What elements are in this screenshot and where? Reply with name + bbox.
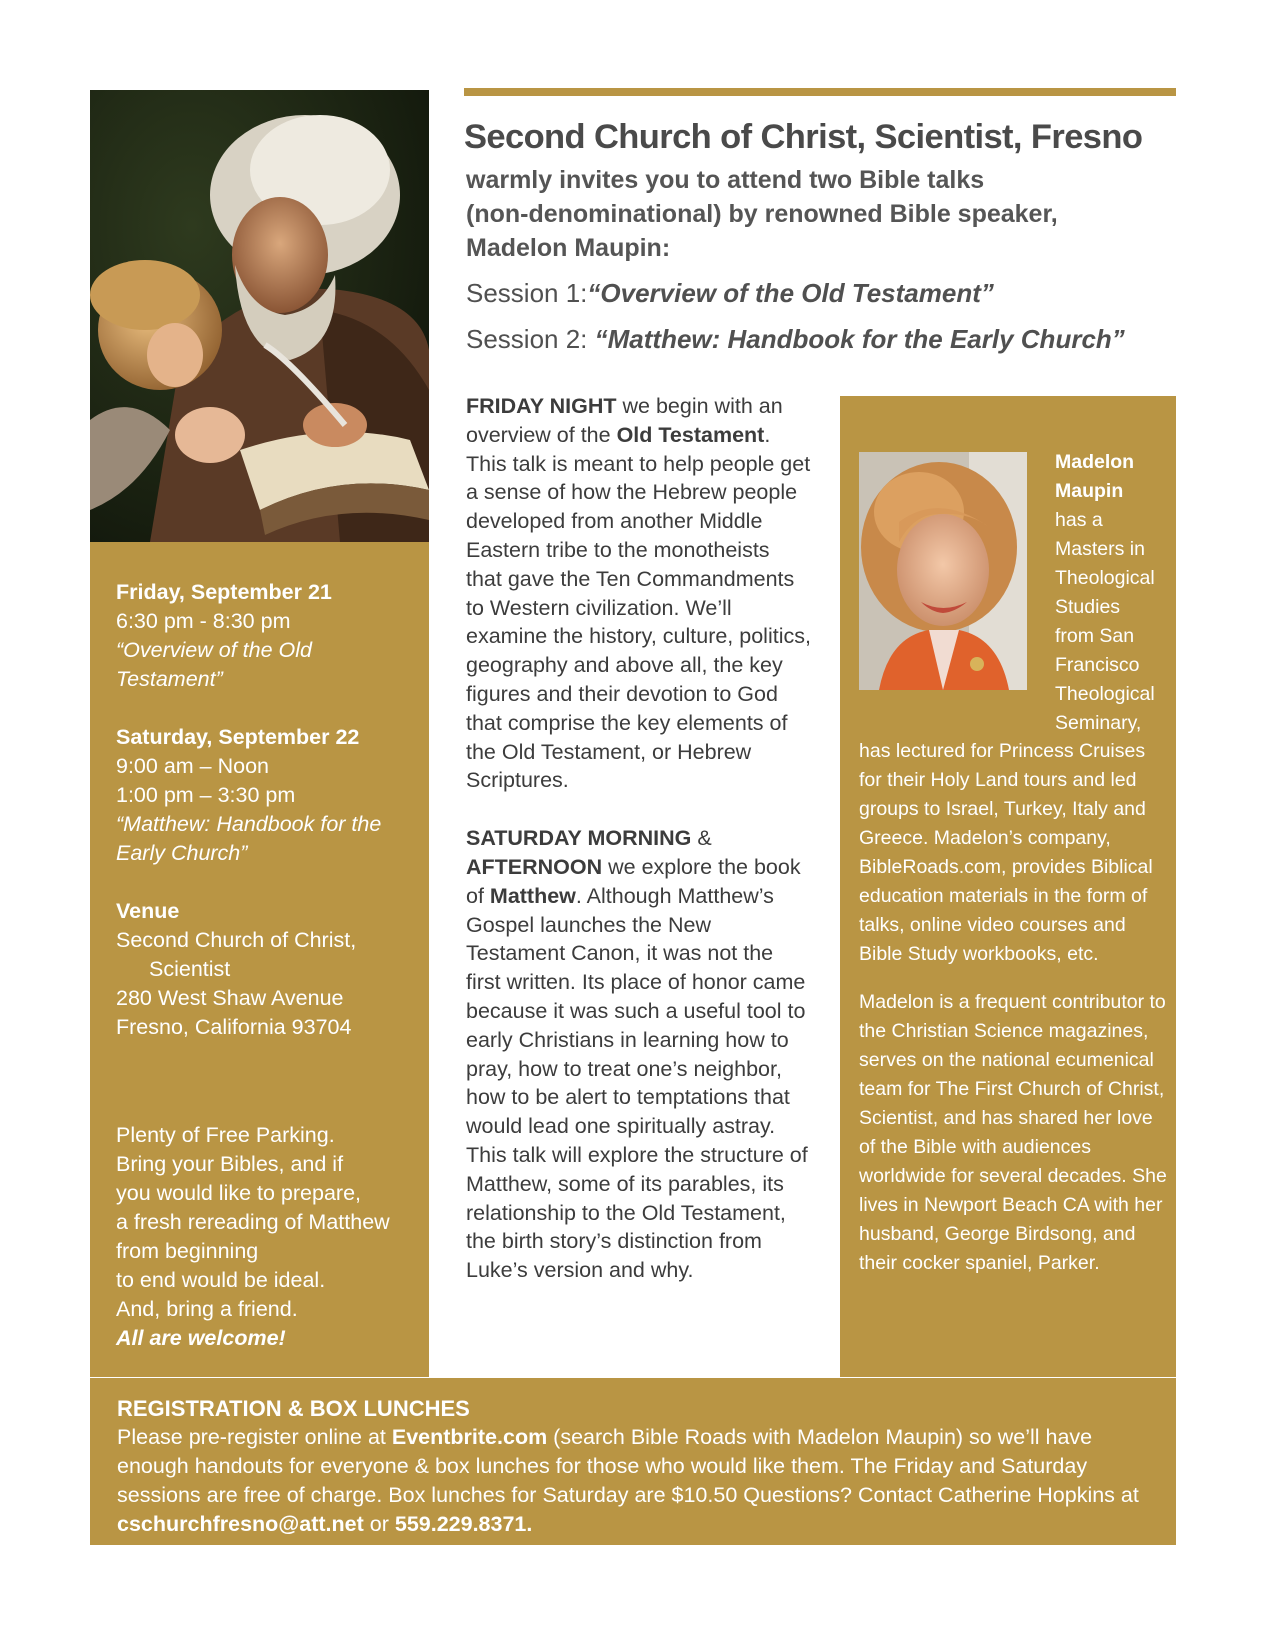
- saturday-time-afternoon: 1:00 pm – 3:30 pm: [116, 783, 296, 807]
- note-line: from beginning: [116, 1239, 259, 1263]
- friday-date: Friday, September 21: [116, 580, 332, 604]
- saturday-talk-title-cont: Early Church”: [116, 841, 248, 865]
- invite-line: Madelon Maupin:: [466, 234, 671, 262]
- venue-name-cont: Scientist: [149, 957, 231, 981]
- friday-talk-title-cont: Testament”: [116, 667, 223, 691]
- saturday-lead: SATURDAY MORNING: [466, 826, 692, 851]
- old-testament-term: Old Testament: [616, 422, 765, 447]
- session-1-label: Session 1:: [466, 278, 588, 308]
- page-title: Second Church of Christ, Scientist, Fresno: [464, 118, 1143, 156]
- saturday-talk-title: “Matthew: Handbook for the: [116, 812, 382, 836]
- friday-time: 6:30 pm - 8:30 pm: [116, 609, 291, 633]
- saturday-text: we explore the book of: [466, 854, 801, 908]
- eventbrite-link[interactable]: Eventbrite.com: [391, 1425, 548, 1449]
- bio-line: Theological: [1055, 683, 1155, 705]
- bio-line: Masters in: [1055, 538, 1145, 560]
- painting-image: [90, 90, 429, 542]
- contact-phone: 559.229.8371.: [394, 1512, 533, 1536]
- top-rule: [464, 88, 1176, 96]
- matthew-term: Matthew: [489, 883, 576, 908]
- saturday-description: [466, 824, 811, 1285]
- speaker-surname: Maupin: [1055, 480, 1124, 502]
- bio-paragraph-1: has lectured for Princess Cruises for their Holy Land tours and led groups to Israel, Turkey, Italy and Greece. Madelon’s company, BibleRoads.com, provides Biblical education materials in the form of talks, online video courses and Bible Study workbooks, etc.: [859, 740, 1153, 965]
- speaker-name: Madelon: [1055, 451, 1135, 473]
- speaker-photo: [859, 452, 1027, 690]
- friday-lead: FRIDAY NIGHT: [466, 394, 617, 418]
- session-1-title: “Overview of the Old Testament”: [587, 278, 994, 308]
- invitation-text: [466, 163, 1166, 265]
- schedule-panel: [90, 542, 429, 1377]
- saturday-schedule: [116, 723, 407, 868]
- session-2-label: Session 2:: [466, 324, 588, 354]
- saturday-text-cont: . Although Matthew’s Gospel launches the New Testament Canon, it was not the first written. Its place of honor came because it was such a useful tool to early Christians in learning how to pray, how to treat one’s neighbor, how to be alert to temptations that would lead one spiritually astray. This talk will explore the structure of Matthew, some of its parables, its relationship to the Old Testament, the birth story’s distinction from Luke’s version and why.: [466, 883, 808, 1283]
- bio-line: Theological: [1055, 567, 1155, 589]
- friday-talk-title: “Overview of the Old: [116, 638, 312, 662]
- saturday-time-morning: 9:00 am – Noon: [116, 754, 269, 778]
- note-line: Bring your Bibles, and if: [116, 1152, 344, 1176]
- friday-text-cont: . This talk is meant to help people get a sense of how the Hebrew people developed from another Middle Eastern tribe to the monotheists that gave the Ten Commandments to Western civilization. We’ll examine the history, culture, politics, geography and above all, the key figures and their devotion to God that comprise the key elements of the Old Testament, or Hebrew Scriptures.: [466, 422, 811, 793]
- bio-line: Studies: [1055, 596, 1121, 618]
- bio-line: Seminary,: [1055, 712, 1142, 734]
- saturday-date: Saturday, September 22: [116, 725, 360, 749]
- venue-street: 280 West Shaw Avenue: [116, 986, 344, 1010]
- talk-descriptions: [466, 392, 811, 1285]
- note-line: a fresh rereading of Matthew: [116, 1210, 390, 1234]
- registration-text-part: or: [363, 1512, 395, 1536]
- note-line: to end would be ideal.: [116, 1268, 326, 1292]
- registration-text-part: (search Bible Roads with Madelon Maupin) so we’ll have enough handouts for everyone & box lunches for those who would like them. The Friday and Saturday sessions are free of charge. Box lunches for Saturday are $10.50 Questions? Contact Catherine Hopkins at: [117, 1425, 1139, 1507]
- friday-schedule: [116, 578, 407, 694]
- venue-label: Venue: [116, 899, 180, 923]
- bio-line: from San: [1055, 625, 1135, 647]
- venue-name: Second Church of Christ,: [116, 928, 357, 952]
- invite-line: (non-denominational) by renowned Bible speaker,: [466, 200, 1058, 228]
- note-line: Plenty of Free Parking.: [116, 1123, 335, 1147]
- venue-city: Fresno, California 93704: [116, 1015, 352, 1039]
- note-line: you would like to prepare,: [116, 1181, 362, 1205]
- friday-description: [466, 392, 811, 795]
- registration-text: [117, 1423, 1156, 1539]
- note-line: And, bring a friend.: [116, 1297, 298, 1321]
- registration-text-part: Please pre-register online at: [117, 1425, 392, 1449]
- session-1: [466, 278, 994, 309]
- friday-text: we begin with an overview of the: [466, 394, 783, 447]
- attendee-notes: [116, 1121, 407, 1353]
- bio-line: Francisco: [1055, 654, 1140, 676]
- bio-line: has a: [1055, 509, 1103, 531]
- venue: [116, 897, 407, 1042]
- registration-heading: REGISTRATION & BOX LUNCHES: [117, 1396, 470, 1421]
- bio-paragraph-2: Madelon is a frequent contributor to the Christian Science magazines, serves on the national ecumenical team for The First Church of Christ, Scientist, and has shared her love of the Bible with audiences worldwide for several decades. She lives in Newport Beach CA with her husband, George Birdsong, and their cocker spaniel, Parker.: [859, 991, 1167, 1274]
- ampersand: &: [691, 826, 712, 851]
- session-2: [466, 324, 1125, 355]
- afternoon-lead: AFTERNOON: [466, 854, 603, 879]
- bio-intro: [1055, 448, 1170, 738]
- invite-line: warmly invites you to attend two Bible talks: [466, 166, 985, 194]
- welcome-line: All are welcome!: [116, 1326, 286, 1350]
- registration-footer: [90, 1378, 1176, 1545]
- session-2-title: “Matthew: Handbook for the Early Church”: [594, 324, 1125, 354]
- contact-email-link[interactable]: cschurchfresno@att.net: [117, 1512, 364, 1536]
